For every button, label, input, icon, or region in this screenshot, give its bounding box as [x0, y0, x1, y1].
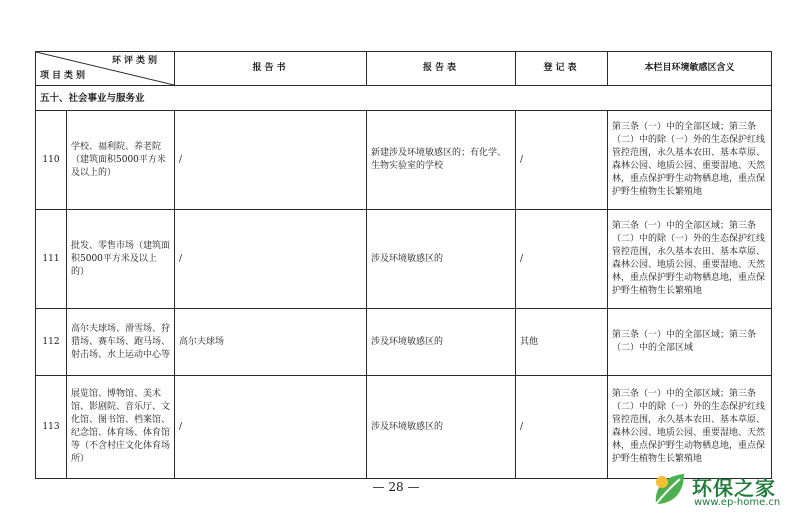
- table-row: [36, 210, 772, 309]
- regulation-table: [35, 51, 772, 479]
- corner-header: [36, 52, 175, 86]
- row-report-form: 涉及环境敏感区的: [367, 309, 516, 376]
- section-title: 五十、社会事业与服务业: [36, 86, 772, 111]
- col-register: 登记表: [516, 52, 608, 86]
- row-report-book: /: [175, 376, 367, 479]
- row-meaning: 第三条（一）中的全部区域；第三条（二）中的除（一）外的生态保护红线管控范围，永久基本农田、基本草原、森林公园、地质公园、重要湿地、天然林，重点保护野生动物栖息地，重点保护野生植物生长繁殖地: [608, 210, 772, 309]
- row-meaning: 第三条（一）中的全部区域；第三条（二）中的除（一）外的生态保护红线管控范围，永久基本农田、基本草原、森林公园、地质公园、重要湿地、天然林，重点保护野生动物栖息地，重点保护野生植物生长繁殖地: [608, 376, 772, 479]
- row-report-form: 涉及环境敏感区的: [367, 210, 516, 309]
- watermark-url: www.ep-home.cn: [694, 497, 781, 508]
- row-category: 学校、福利院、养老院（建筑面积5000平方米及以上的）: [67, 111, 175, 210]
- row-report-book: /: [175, 210, 367, 309]
- row-category: 高尔夫球场、滑雪场、狩猎场、赛车场、跑马场、射击场、水上运动中心等: [67, 309, 175, 376]
- row-number: 113: [36, 376, 67, 479]
- row-number: 110: [36, 111, 67, 210]
- col-report-book: 报告书: [175, 52, 367, 86]
- leaf-logo-icon: [650, 470, 690, 510]
- row-category: 批发、零售市场（建筑面积5000平方米及以上的）: [67, 210, 175, 309]
- section-row: [36, 86, 772, 111]
- row-register: /: [516, 111, 608, 210]
- watermark: [650, 470, 790, 514]
- watermark-title: 环保之家: [692, 476, 776, 500]
- page-number: — 28 —: [372, 480, 420, 494]
- col-report-form: 报告表: [367, 52, 516, 86]
- row-register: /: [516, 376, 608, 479]
- table-row: [36, 376, 772, 479]
- row-number: 111: [36, 210, 67, 309]
- row-meaning: 第三条（一）中的全部区域；第三条（二）中的全部区域: [608, 309, 772, 376]
- table-row: [36, 111, 772, 210]
- row-number: 112: [36, 309, 67, 376]
- row-report-form: 新建涉及环境敏感区的；有化学、生物实验室的学校: [367, 111, 516, 210]
- col-meaning: 本栏目环境敏感区含义: [608, 52, 772, 86]
- header-row: [36, 52, 772, 86]
- row-category: 展览馆、博物馆、美术馆、影剧院、音乐厅、文化馆、图书馆、档案馆、纪念馆、体育场、体育馆等（不含村庄文化体育场所）: [67, 376, 175, 479]
- row-register: 其他: [516, 309, 608, 376]
- corner-top-label: 环评类别: [111, 56, 160, 66]
- corner-bottom-label: 项目类别: [40, 71, 89, 81]
- row-register: /: [516, 210, 608, 309]
- row-report-book: /: [175, 111, 367, 210]
- row-report-book: 高尔夫球场: [175, 309, 367, 376]
- row-meaning: 第三条（一）中的全部区域；第三条（二）中的除（一）外的生态保护红线管控范围，永久基本农田、基本草原、森林公园、地质公园、重要湿地、天然林，重点保护野生动物栖息地，重点保护野生植物生长繁殖地: [608, 111, 772, 210]
- table-row: [36, 309, 772, 376]
- row-report-form: 涉及环境敏感区的: [367, 376, 516, 479]
